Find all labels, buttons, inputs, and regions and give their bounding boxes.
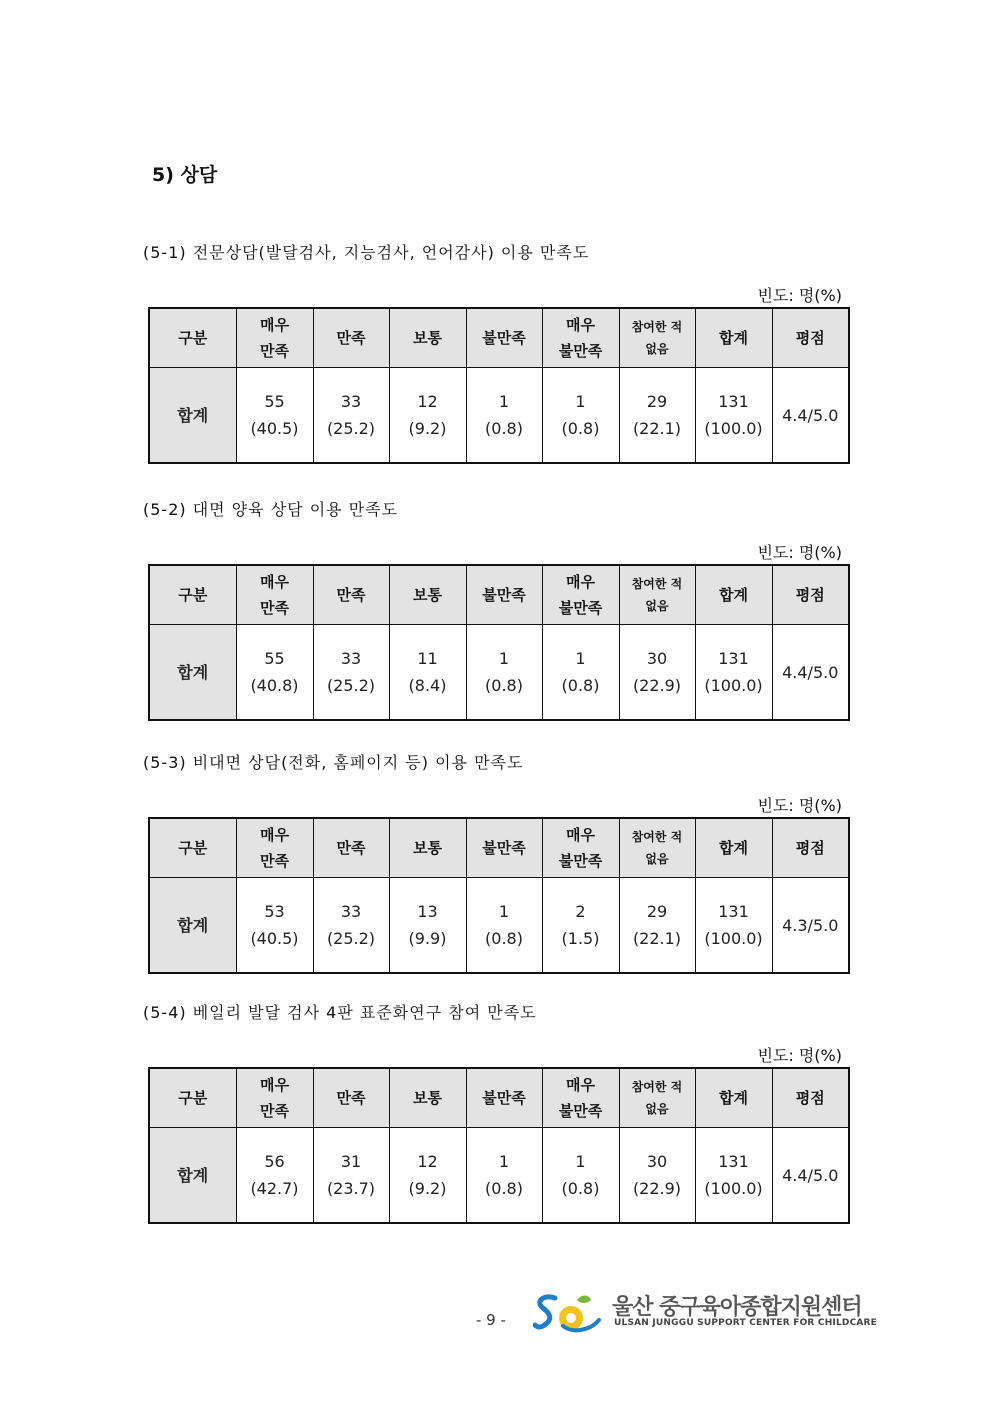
table-title: (5-4) 베일리 발달 검사 4판 표준화연구 참여 만족도	[143, 1003, 537, 1022]
header-satisfied: 만족	[313, 565, 389, 625]
header-score: 평점	[772, 1068, 849, 1128]
table-row	[149, 368, 849, 464]
header-total: 합계	[695, 308, 772, 368]
table-title: (5-2) 대면 양육 상담 이용 만족도	[143, 500, 399, 519]
cell-total: 131 (100.0)	[695, 878, 772, 974]
cell-dissatisfied: 1 (0.8)	[466, 1128, 542, 1224]
header-row	[149, 565, 849, 625]
satisfaction-table	[148, 1067, 850, 1224]
header-satisfied: 만족	[313, 308, 389, 368]
survey-block	[140, 498, 850, 721]
header-satisfied: 만족	[313, 1068, 389, 1128]
header-very-satisfied: 매우 만족	[236, 1068, 313, 1128]
unit-label: 빈도: 명(%)	[757, 796, 842, 815]
cell-not-participated: 29 (22.1)	[619, 878, 695, 974]
cell-not-participated: 30 (22.9)	[619, 1128, 695, 1224]
header-dissatisfied: 불만족	[466, 308, 542, 368]
header-not-participated: 참여한 적 없음	[619, 565, 695, 625]
unit-label: 빈도: 명(%)	[757, 543, 842, 562]
cell-dissatisfied: 1 (0.8)	[466, 625, 542, 721]
satisfaction-table	[148, 564, 850, 721]
cell-satisfied: 33 (25.2)	[313, 625, 389, 721]
cell-not-participated: 30 (22.9)	[619, 625, 695, 721]
center-logo-icon	[533, 1290, 603, 1336]
cell-very-dissatisfied: 1 (0.8)	[542, 368, 619, 464]
cell-very-satisfied: 55 (40.5)	[236, 368, 313, 464]
cell-satisfied: 33 (25.2)	[313, 368, 389, 464]
table-row	[149, 878, 849, 974]
header-very-dissatisfied: 매우 불만족	[542, 818, 619, 878]
cell-very-dissatisfied: 2 (1.5)	[542, 878, 619, 974]
header-score: 평점	[772, 818, 849, 878]
cell-very-satisfied: 55 (40.8)	[236, 625, 313, 721]
header-category: 구분	[149, 565, 236, 625]
header-dissatisfied: 불만족	[466, 818, 542, 878]
header-score: 평점	[772, 565, 849, 625]
header-not-participated: 참여한 적 없음	[619, 1068, 695, 1128]
cell-score: 4.3/5.0	[772, 878, 849, 974]
row-label: 합계	[149, 625, 236, 721]
header-dissatisfied: 불만족	[466, 1068, 542, 1128]
header-very-satisfied: 매우 만족	[236, 565, 313, 625]
cell-neutral: 12 (9.2)	[389, 1128, 466, 1224]
header-very-dissatisfied: 매우 불만족	[542, 1068, 619, 1128]
survey-block	[140, 751, 850, 974]
row-label: 합계	[149, 1128, 236, 1224]
header-neutral: 보통	[389, 565, 466, 625]
header-total: 합계	[695, 565, 772, 625]
cell-satisfied: 33 (25.2)	[313, 878, 389, 974]
header-row	[149, 308, 849, 368]
cell-total: 131 (100.0)	[695, 625, 772, 721]
cell-very-satisfied: 56 (42.7)	[236, 1128, 313, 1224]
header-category: 구분	[149, 308, 236, 368]
table-title: (5-1) 전문상담(발달검사, 지능검사, 언어감사) 이용 만족도	[143, 243, 590, 262]
header-category: 구분	[149, 818, 236, 878]
cell-neutral: 11 (8.4)	[389, 625, 466, 721]
table-title: (5-3) 비대면 상담(전화, 홈페이지 등) 이용 만족도	[143, 753, 524, 772]
cell-very-satisfied: 53 (40.5)	[236, 878, 313, 974]
cell-very-dissatisfied: 1 (0.8)	[542, 625, 619, 721]
cell-score: 4.4/5.0	[772, 368, 849, 464]
section-title: 5) 상담	[152, 164, 218, 186]
page-number: - 9 -	[476, 1311, 506, 1329]
header-dissatisfied: 불만족	[466, 565, 542, 625]
cell-neutral: 13 (9.9)	[389, 878, 466, 974]
cell-not-participated: 29 (22.1)	[619, 368, 695, 464]
unit-label: 빈도: 명(%)	[757, 1046, 842, 1065]
unit-label: 빈도: 명(%)	[757, 286, 842, 305]
header-neutral: 보통	[389, 1068, 466, 1128]
satisfaction-table	[148, 817, 850, 974]
header-row	[149, 818, 849, 878]
cell-total: 131 (100.0)	[695, 368, 772, 464]
header-row	[149, 1068, 849, 1128]
header-neutral: 보통	[389, 308, 466, 368]
center-name: 울산 중구육아종합지원센터	[612, 1295, 862, 1320]
cell-dissatisfied: 1 (0.8)	[466, 368, 542, 464]
header-very-satisfied: 매우 만족	[236, 308, 313, 368]
survey-block	[140, 1001, 850, 1224]
row-label: 합계	[149, 878, 236, 974]
header-neutral: 보통	[389, 818, 466, 878]
cell-dissatisfied: 1 (0.8)	[466, 878, 542, 974]
header-satisfied: 만족	[313, 818, 389, 878]
header-very-dissatisfied: 매우 불만족	[542, 565, 619, 625]
header-very-dissatisfied: 매우 불만족	[542, 308, 619, 368]
cell-very-dissatisfied: 1 (0.8)	[542, 1128, 619, 1224]
row-label: 합계	[149, 368, 236, 464]
header-score: 평점	[772, 308, 849, 368]
header-total: 합계	[695, 1068, 772, 1128]
center-name-english: ULSAN JUNGGU SUPPORT CENTER FOR CHILDCARE	[614, 1318, 878, 1328]
cell-satisfied: 31 (23.7)	[313, 1128, 389, 1224]
header-not-participated: 참여한 적 없음	[619, 308, 695, 368]
header-category: 구분	[149, 1068, 236, 1128]
table-row	[149, 1128, 849, 1224]
header-very-satisfied: 매우 만족	[236, 818, 313, 878]
survey-block	[140, 241, 850, 464]
cell-score: 4.4/5.0	[772, 625, 849, 721]
cell-score: 4.4/5.0	[772, 1128, 849, 1224]
cell-neutral: 12 (9.2)	[389, 368, 466, 464]
header-not-participated: 참여한 적 없음	[619, 818, 695, 878]
cell-total: 131 (100.0)	[695, 1128, 772, 1224]
header-total: 합계	[695, 818, 772, 878]
satisfaction-table	[148, 307, 850, 464]
table-row	[149, 625, 849, 721]
